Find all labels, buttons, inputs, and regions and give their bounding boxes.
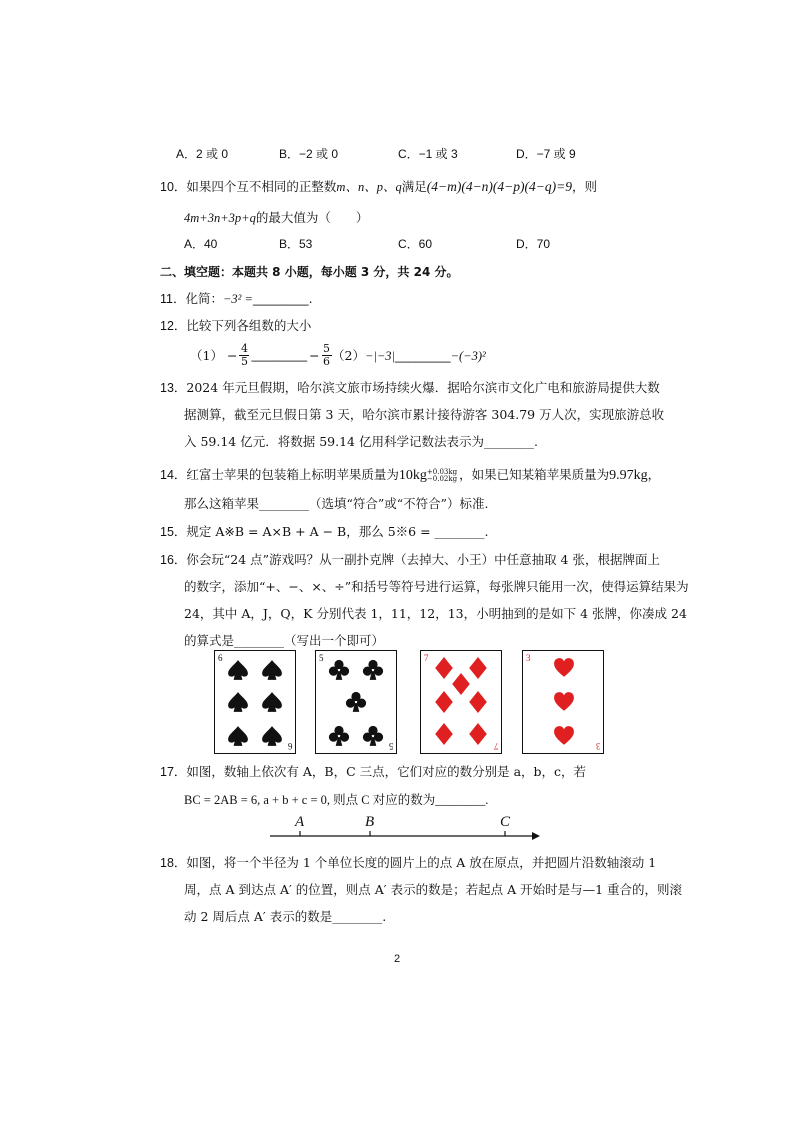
diamond-icon <box>467 723 489 745</box>
q9-option-c: C．−1 或 3 <box>398 147 458 161</box>
diamond-icon <box>467 691 489 713</box>
club-icon <box>362 725 384 747</box>
card-rank: 7 <box>424 653 429 663</box>
heart-icon <box>553 657 575 679</box>
diamond-icon <box>433 723 455 745</box>
playing-card-3-hearts <box>522 650 604 754</box>
q17-line1 <box>160 762 586 780</box>
q13-line3: 入 59.14 亿元．将数据 59.14 亿用科学记数法表示为________. <box>184 434 538 449</box>
club-icon <box>328 659 350 681</box>
fraction-numerator: 5 <box>323 341 331 355</box>
spade-icon <box>261 725 283 747</box>
q10-option-b: B．53 <box>279 237 313 251</box>
q12-fraction-left <box>239 343 249 368</box>
q13-number: 13． <box>160 381 187 395</box>
q10-expression: 4m+3n+3p+q <box>184 211 256 225</box>
number-line-diagram <box>270 826 542 844</box>
q15 <box>160 522 489 540</box>
page-number: 2 <box>394 953 401 965</box>
q12-part2-right: −(−3)² <box>450 349 486 363</box>
q10-equation: (4−m)(4−n)(4−p)(4−q)=9 <box>426 179 572 194</box>
tolerance-lower: −0.02kg <box>426 474 458 483</box>
q14-text-b: ，如果已知某箱苹果质量为 <box>459 467 610 482</box>
q14-mass: 10kg <box>398 468 427 483</box>
section-title: 二、填空题：本题共 8 小题，每小题 3 分，共 24 分。 <box>160 265 459 279</box>
q12-number: 12． <box>160 319 187 333</box>
q17-number: 17． <box>160 765 187 779</box>
club-icon <box>362 659 384 681</box>
q11-number: 11． <box>160 292 186 306</box>
heart-icon <box>553 691 575 713</box>
fraction-denominator: 6 <box>323 354 331 368</box>
point-label-a: A <box>295 814 305 830</box>
q14-text-a: 红富士苹果的包装箱上标明苹果质量为 <box>186 467 399 482</box>
number-line-arrow <box>532 832 540 840</box>
q9-option-d: D．−7 或 9 <box>516 147 576 161</box>
q14-number: 14． <box>160 468 187 482</box>
q9-option-a: A．2 或 0 <box>176 147 229 161</box>
q16-line1 <box>160 550 660 568</box>
spade-icon <box>227 725 249 747</box>
q12-blank-2: ________ <box>394 349 451 363</box>
playing-card-6-spades <box>214 650 296 754</box>
q12-text: 比较下列各组数的大小 <box>186 318 312 333</box>
q12-line1 <box>160 316 311 334</box>
q18-line3: 动 2 周后点 A′ 表示的数是________. <box>184 909 387 924</box>
q12-part2-label: （2） <box>332 348 365 363</box>
q15-text: 规定 A※B = A×B + A − B，那么 5※6 = ________. <box>186 524 489 539</box>
club-icon <box>345 691 367 713</box>
q12-part1-label: （1） <box>190 348 223 363</box>
q17-line2: BC = 2AB = 6, a + b + c = 0, 则点 C 对应的数为________. <box>184 793 489 807</box>
spade-icon <box>227 659 249 681</box>
q16-line2: 的数字，添加“+、−、×、÷”和括号等符号进行运算，每张牌只能用一次，使得运算结果为 <box>184 579 689 594</box>
q18-line2: 周，点 A 到达点 A′ 的位置，则点 A′ 表示的数是；若起点 A 开始时是与—1 重合的，则滚 <box>184 882 682 897</box>
playing-card-5-clubs <box>315 650 397 754</box>
tolerance-upper: +0.03kg <box>426 467 458 476</box>
q12-part1: （1） − 4 5 ________ − 5 6 <box>190 341 331 368</box>
q11-end: . <box>308 291 313 306</box>
q14-text-c: ， <box>647 467 661 482</box>
playing-card-7-diamonds <box>420 650 502 754</box>
card-rank: 3 <box>526 653 531 663</box>
q10-option-d: D．70 <box>516 237 551 251</box>
q14-tolerance <box>427 469 457 483</box>
card-rank-inverted: 6 <box>287 741 292 751</box>
diamond-icon <box>433 691 455 713</box>
q11-text: 化简： <box>185 291 223 306</box>
point-label-c: C <box>500 814 511 830</box>
q16-number: 16． <box>160 553 187 567</box>
club-icon <box>328 725 350 747</box>
q10-option-a: A．40 <box>184 237 218 251</box>
spade-icon <box>261 691 283 713</box>
q10-number: 10． <box>160 180 187 194</box>
q9-option-b: B．−2 或 0 <box>279 147 339 161</box>
q14-actual: 9.97kg <box>609 468 648 483</box>
card-rank-inverted: 3 <box>595 741 600 751</box>
q11-blank: ________ <box>253 292 309 306</box>
card-rank: 6 <box>218 653 223 663</box>
heart-icon <box>553 725 575 747</box>
q11 <box>160 289 313 307</box>
q13-line1 <box>160 378 660 396</box>
card-rank-inverted: 7 <box>493 741 498 751</box>
q18-text-1: 如图，将一个半径为 1 个单位长度的圆片上的点 A 放在原点，并把圆片沿数轴滚动 1 <box>186 855 657 870</box>
q18-number: 18． <box>160 856 187 870</box>
q16-line3: 24，其中 A，J，Q，K 分别代表 1，11，12，13，小明抽到的是如下 4 张牌，你凑成 24 <box>184 606 687 621</box>
q13-line2: 据测算，截至元旦假日第 3 天，哈尔滨市累计接待游客 304.79 万人次，实现旅游总收 <box>184 407 665 422</box>
q15-number: 15． <box>160 525 187 539</box>
card-rank-inverted: 5 <box>388 741 393 751</box>
q10-text: 如果四个互不相同的正整数 <box>186 179 337 194</box>
q10-vars: m、n、p、q <box>336 180 402 194</box>
q12-part2-left: −|−3| <box>364 349 395 363</box>
q14-line2: 那么这箱苹果________（选填“符合”或“不符合”）标准. <box>184 496 489 511</box>
q16-text-1: 你会玩“24 点”游戏吗？从一副扑克牌（去掉大、小王）中任意抽取 4 张，根据牌面上 <box>186 552 660 567</box>
q10-suffix: ，则 <box>571 179 597 194</box>
card-rank: 5 <box>319 653 324 663</box>
q13-text-1: 2024 年元旦假期，哈尔滨文旅市场持续火爆．据哈尔滨市文化广电和旅游局提供大数 <box>186 380 660 395</box>
q12-blank-1: ________ <box>251 348 308 362</box>
q11-expression: −3² = <box>223 292 253 306</box>
q10-option-c: C．60 <box>398 237 433 251</box>
spade-icon <box>227 691 249 713</box>
fraction-numerator: 4 <box>240 341 248 355</box>
point-label-b: B <box>365 814 375 830</box>
fraction-denominator: 5 <box>240 354 248 368</box>
q10-mid: 满足 <box>401 179 427 194</box>
q14-line1 <box>160 465 660 484</box>
q18-line1 <box>160 853 656 871</box>
q17-text-1: 如图，数轴上依次有 A，B，C 三点，它们对应的数分别是 a，b，c，若 <box>186 764 587 779</box>
q12-part2 <box>332 346 486 364</box>
q10-line1 <box>160 177 597 195</box>
q10-question: 的最大值为（ ） <box>255 210 369 225</box>
q16-line4: 的算式是________（写出一个即可） <box>184 633 385 648</box>
spade-icon <box>261 659 283 681</box>
q10-line2 <box>184 208 368 226</box>
q12-fraction-right <box>322 343 332 368</box>
